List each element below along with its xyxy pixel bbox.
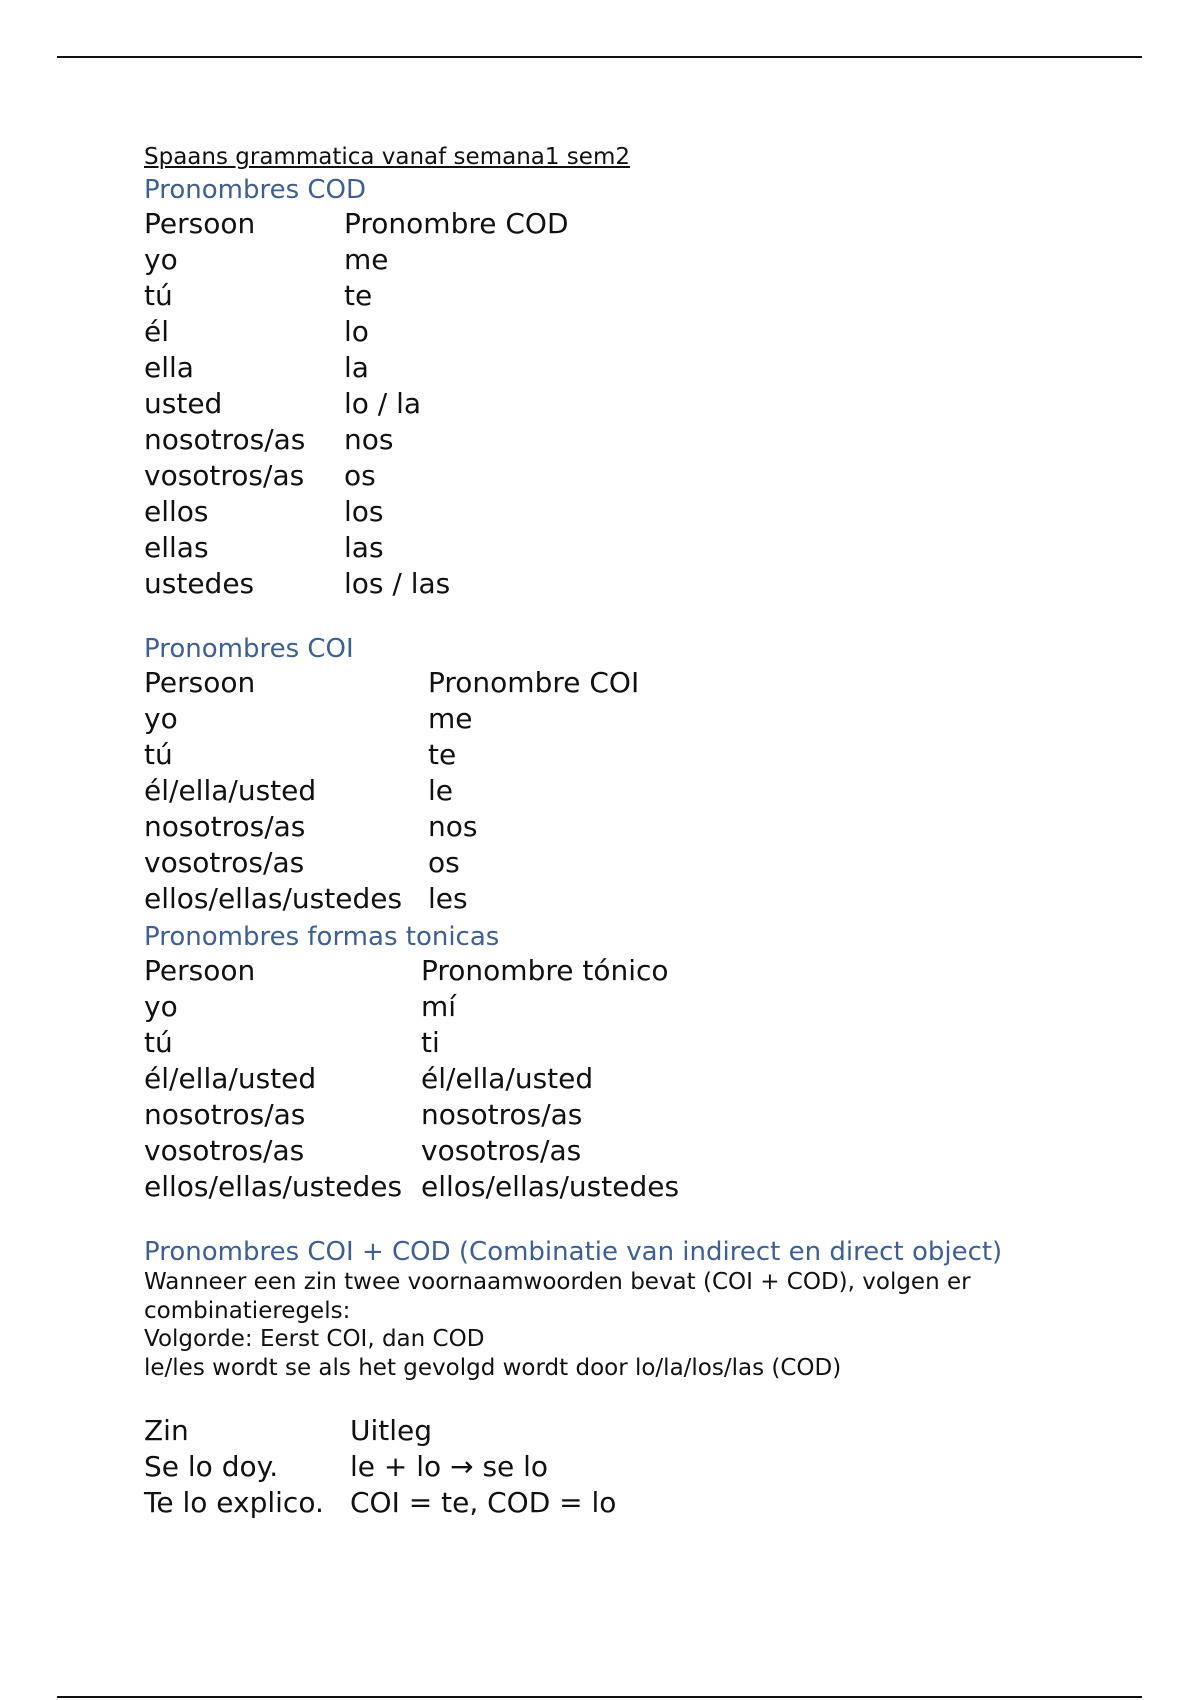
tonicas-heading: Pronombres formas tonicas [144,922,500,952]
cod-pronombre-cell: la [344,351,369,384]
cod-header-pronombre: Pronombre COD [344,207,569,240]
cod-pronombre-cell: me [344,243,389,276]
cod-pronombre-cell: las [344,531,384,564]
coi-persoon-cell: tú [144,738,173,771]
combo-persoon-cell: Te lo explico. [144,1486,324,1519]
combo-heading: Pronombres COI + COD (Combinatie van indirect en direct object) [144,1237,1003,1267]
coi-pronombre-cell: nos [428,810,478,843]
combo-persoon-cell: Se lo doy. [144,1450,279,1483]
combo-header-zin: Zin [144,1414,189,1447]
cod-pronombre-cell: te [344,279,373,312]
cod-pronombre-cell: lo [344,315,369,348]
tonicas-header-pronombre: Pronombre tónico [421,954,669,987]
coi-pronombre-cell: te [428,738,457,771]
coi-persoon-cell: nosotros/as [144,810,306,843]
coi-table [144,665,639,917]
cod-row [144,314,569,350]
coi-heading: Pronombres COI [144,634,354,664]
cod-persoon-cell: yo [144,243,178,276]
tonicas-header-row [144,953,679,989]
cod-pronombre-cell: los [344,495,384,528]
cod-persoon-cell: ellas [144,531,209,564]
tonicas-pronombre-cell: él/ella/usted [421,1062,594,1095]
cod-persoon-cell: ellos [144,495,209,528]
coi-persoon-cell: ellos/ellas/ustedes [144,882,403,915]
tonicas-persoon-cell: yo [144,990,178,1023]
combo-row [144,1485,616,1521]
coi-row [144,809,639,845]
tonicas-table [144,953,679,1205]
tonicas-row [144,1061,679,1097]
coi-header-row [144,665,639,701]
combo-pronombre-cell: COI = te, COD = lo [350,1486,617,1519]
cod-persoon-cell: tú [144,279,173,312]
coi-row [144,701,639,737]
coi-pronombre-cell: me [428,702,473,735]
cod-row [144,350,569,386]
coi-pronombre-cell: os [428,846,460,879]
tonicas-pronombre-cell: ellos/ellas/ustedes [421,1170,680,1203]
tonicas-header-persoon: Persoon [144,954,256,987]
cod-header-persoon: Persoon [144,207,256,240]
document-title: Spaans grammatica vanaf semana1 sem2 [144,144,630,170]
coi-row [144,881,639,917]
combo-examples-table [144,1413,616,1521]
coi-pronombre-cell: le [428,774,454,807]
tonicas-pronombre-cell: mí [421,990,457,1023]
coi-header-persoon: Persoon [144,666,256,699]
tonicas-row [144,1025,679,1061]
bottom-rule [57,1696,1142,1698]
cod-row [144,530,569,566]
cod-row [144,422,569,458]
coi-row [144,773,639,809]
tonicas-persoon-cell: ellos/ellas/ustedes [144,1170,403,1203]
cod-persoon-cell: vosotros/as [144,459,305,492]
combo-pronombre-cell: le + lo → se lo [350,1450,549,1483]
cod-persoon-cell: nosotros/as [144,423,306,456]
coi-persoon-cell: él/ella/usted [144,774,317,807]
tonicas-pronombre-cell: nosotros/as [421,1098,583,1131]
spacer [144,1205,1104,1236]
tonicas-persoon-cell: tú [144,1026,173,1059]
coi-persoon-cell: vosotros/as [144,846,305,879]
tonicas-row [144,1097,679,1133]
tonicas-row [144,989,679,1025]
coi-row [144,845,639,881]
combo-row [144,1449,616,1485]
cod-persoon-cell: él [144,315,170,348]
cod-row [144,494,569,530]
top-rule [57,56,1142,58]
cod-row [144,386,569,422]
cod-persoon-cell: usted [144,387,223,420]
cod-pronombre-cell: lo / la [344,387,422,420]
cod-persoon-cell: ella [144,351,194,384]
cod-table [144,206,569,602]
cod-row [144,458,569,494]
tonicas-persoon-cell: vosotros/as [144,1134,305,1167]
cod-row [144,566,569,602]
cod-row [144,278,569,314]
cod-row [144,242,569,278]
coi-pronombre-cell: les [428,882,468,915]
spacer [144,1382,1104,1413]
coi-row [144,737,639,773]
tonicas-pronombre-cell: vosotros/as [421,1134,582,1167]
cod-header-row [144,206,569,242]
combo-se-rule: le/les wordt se als het gevolgd wordt door lo/la/los/las (COD) [144,1354,842,1381]
combo-intro: Wanneer een zin twee voornaamwoorden bevat (COI + COD), volgen er combinatieregels: [144,1269,971,1324]
combo-header-row [144,1413,616,1449]
combo-order-rule: Volgorde: Eerst COI, dan COD [144,1326,485,1352]
coi-persoon-cell: yo [144,702,178,735]
cod-pronombre-cell: nos [344,423,394,456]
cod-pronombre-cell: os [344,459,376,492]
combo-header-uitleg: Uitleg [350,1414,433,1447]
tonicas-persoon-cell: nosotros/as [144,1098,306,1131]
spacer [144,602,1104,633]
document-body [144,140,1104,1521]
tonicas-row [144,1169,679,1205]
tonicas-row [144,1133,679,1169]
tonicas-pronombre-cell: ti [421,1026,440,1059]
cod-pronombre-cell: los / las [344,567,451,600]
cod-heading: Pronombres COD [144,175,367,205]
tonicas-persoon-cell: él/ella/usted [144,1062,317,1095]
coi-header-pronombre: Pronombre COI [428,666,640,699]
cod-persoon-cell: ustedes [144,567,255,600]
